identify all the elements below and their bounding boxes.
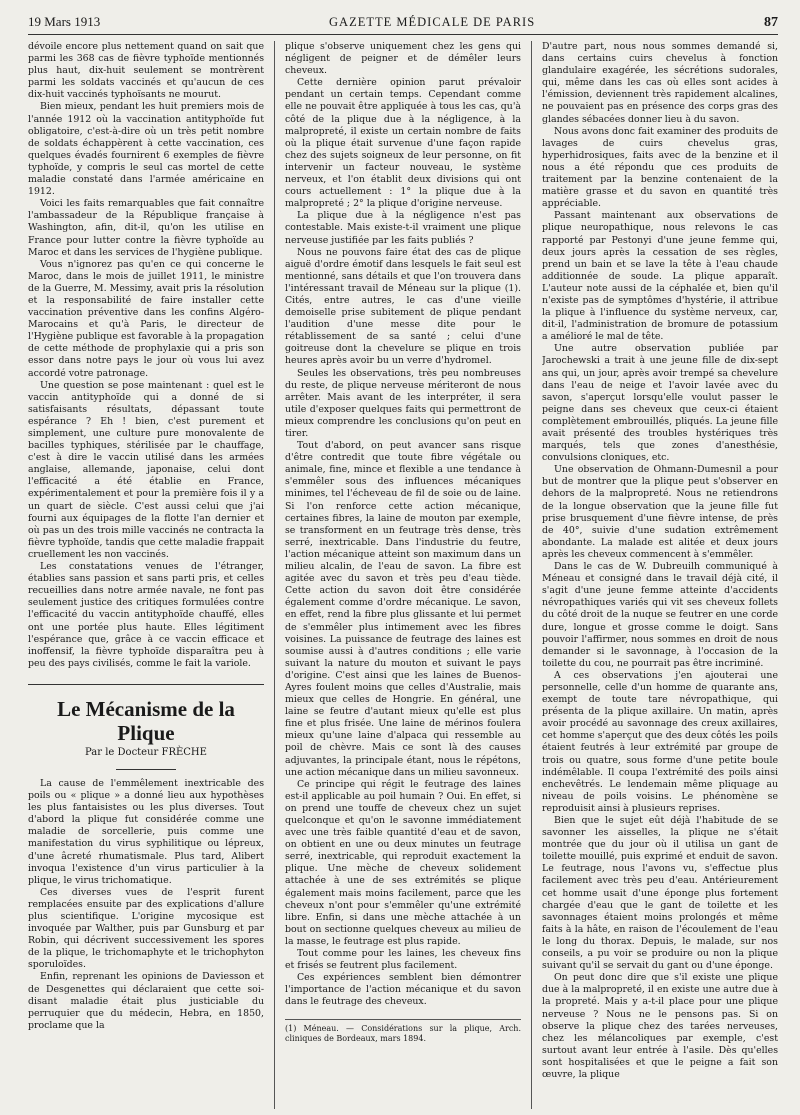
text-columns — [28, 41, 778, 1109]
paragraph: D'autre part, nous nous sommes demandé si, dans certains cuirs chevelus à fonction glandulaire exagérée, les sécrétions sudorales, qui, même dans les cas où elles sont acides à l'émission, deviennent très rapidement alcalines, ne pouvaient pas en présence des corps gras des glandes sébacées donner lieu à du savon. — [542, 41, 778, 125]
journal-title: GAZETTE MÉDICALE DE PARIS — [329, 15, 536, 29]
paragraph: dévoile encore plus nettement quand on sait que parmi les 368 cas de fièvre typhoïde mentionnés plus haut, dix-huit seulement se montrèrent parmi les soldats vaccinés et qu'aucun de ces dix-huit vaccinés typhoïsants ne mourut. — [28, 41, 264, 101]
paragraph: Ces expériences semblent bien démontrer l'importance de l'action mécanique et du savon dans le feutrage des cheveux. — [285, 972, 521, 1008]
paragraph: Ces diverses vues de l'esprit furent remplacées ensuite par des explications d'allure plus scientifique. L'origine mycosique est invoquée par Walther, puis par Gunsburg et par Robin, qui décrivent successivement les spores de la plique, le trichomaphyte et le trichophyton sporuloïdes. — [28, 886, 264, 971]
paragraph: Bien mieux, pendant les huit premiers mois de l'année 1912 où la vaccination antityphoïde fut obligatoire, c'est-à-dire où un très petit nombre de soldats échappèrent à cette vaccination, ces quelques évadés fournirent 6 exemples de fièvre typhoïde, y compris le seul cas mortel de cette maladie constaté dans l'armée américaine en 1912. — [28, 101, 264, 198]
paragraph: Enfin, reprenant les opinions de Daviesson et de Desgenettes qui déclaraient que cette soi-disant maladie était plus justiciable du perruquier que du médecin, Hebra, en 1850, proclame que la — [28, 971, 264, 1031]
article-author: Par le Docteur FRÈCHE — [85, 746, 207, 758]
paragraph: Tout d'abord, on peut avancer sans risque d'être contredit que toute fibre végétale ou animale, fine, mince et flexible a une tendance à s'emmêler sous des influences mécaniques minimes, tel l'écheveau de fil de soie ou de laine. Si l'on renforce cette action mécanique, certaines fibres, la laine de mouton par exemple, se transforment en un feutrage très dense, très serré, inextricable. Dans l'industrie du feutre, l'action mécanique atteint son maximum dans un milieu alcalin, de l'eau de savon. La fibre est agitée avec du savon et très peu d'eau tiède. Cette action du savon doit être considérée également comme d'ordre mécanique. Le savon, en effet, rend la fibre plus glissante et lui permet de s'emmêler plus intimement avec les fibres voisines. La puissance de feutrage des laines est soumise aussi à d'autres conditions ; elle varie suivant la nature du mouton et suivant le pays d'origine. C'est ainsi que les laines de Buenos-Ayres foulent moins que celles d'Australie, mais mieux que celles de Hongrie. En général, une laine se feutre d'autant mieux qu'elle est plus fine et plus frisée. Une laine de mérinos foulera mieux qu'une laine d'alpaca qui ressemble au poil de chèvre. Mais ce sont là des causes adjuvantes, la principale étant, nous le répétons, une action mécanique dans un milieu savonneux. — [285, 440, 521, 778]
column-2 — [285, 41, 521, 1109]
paragraph: Nous avons donc fait examiner des produits de lavages de cuirs chevelus gras, hyperhidrosiques, faits avec de la benzine et il nous a été répondu que ces produits de traitement par la benzine contenaient de la matière grasse et du savon en quantité très appréciable. — [542, 125, 778, 210]
column-1 — [28, 41, 264, 1109]
page-number: 87 — [763, 15, 778, 30]
header-date: 19 Mars 1913 — [28, 14, 101, 29]
paragraph: On peut donc dire que s'il existe une plique due à la malpropreté, il en existe une autre due à la propreté. Mais y a-t-il place pour une plique nerveuse ? Nous ne le pensons pas. Si on observe la plique chez des tarées nerveuses, chez les mélancoliques par exemple, c'est surtout avant leur entrée à l'asile. Dès qu'elles sont hospitalisées et que le peigne a fait son œuvre, la plique — [542, 972, 778, 1080]
paragraph: A ces observations j'en ajouterai une personnelle, celle d'un homme de quarante ans, exempt de toute tare névropathique, qui présenta de la plique axillaire. Un matin, après avoir procédé au savonnage des creux axillaires, cet homme s'aperçut que des deux côtés les poils étaient feutrés à leur extrémité par groupe de trois ou quatre, sous forme d'une petite boule indémêlable. Il coupa l'extrémité des poils ainsi enchevêtrés. Le lendemain même pliquage au niveau de poils voisins. Le phénomène se reproduisit ainsi à plusieurs reprises. — [542, 669, 778, 814]
column-divider — [274, 41, 275, 1109]
paragraph: plique s'observe uniquement chez les gens qui négligent de peigner et de démêler leurs cheveux. — [285, 41, 521, 77]
divider — [116, 769, 176, 770]
page-header — [28, 14, 778, 35]
paragraph: Cette dernière opinion parut prévaloir pendant un certain temps. Cependant comme elle ne pouvait être appliquée à tous les cas, qu'à côté de la plique due à la négligence, à la malpropreté, il existe un certain nombre de faits où la plique était survenue d'une façon rapide chez des sujets soigneux de leur personne, on fit intervenir un facteur nouveau, le système nerveux, et l'on établit deux divisions qui ont cours actuellement : 1° la plique due à la malpropreté ; 2° la plique d'origine nerveuse. — [285, 77, 521, 210]
paragraph: Dans le cas de W. Dubreuilh communiqué à Méneau et consigné dans le travail déjà cité, il s'agit d'une jeune femme atteinte d'accidents névropathiques variés qui vit ses cheveux follets du côté droit de la nuque se feutrer en une corde dure, longue et grosse comme le doigt. Sans pouvoir l'affirmer, nous sommes en droit de nous demander si le savonnage, à l'occasion de la toilette du cou, ne pourrait pas être incriminé. — [542, 561, 778, 669]
paragraph: Passant maintenant aux observations de plique neuropathique, nous relevons le cas rapporté par Pestonyi d'une jeune femme qui, deux jours après la cessation de ses règles, prend un bain et se lave la tête à l'eau chaude additionnée de soude. La plique apparaît. L'auteur note aussi de la céphalée et, bien qu'il n'existe pas de symptômes d'hystérie, il attribue la plique à l'influence du système nerveux, car, dit-il, l'administration de bromure de potassium a amélioré le mal de tête. — [542, 210, 778, 343]
footnote: (1) Méneau. — Considérations sur la plique, Arch. cliniques de Bordeaux, mars 1894. — [285, 1019, 521, 1044]
column-3 — [542, 41, 778, 1109]
paragraph: Bien que le sujet eût déjà l'habitude de se savonner les aisselles, la plique ne s'était montrée que du jour où il utilisa un gant de toilette mouillé, puis exprimé et enduit de savon. Le feutrage, nous l'avons vu, s'effectue plus facilement avec très peu d'eau. Antérieurement cet homme usait d'une éponge plus fortement chargée d'eau que le gant de toilette et les savonnages étaient moins prolongés et même faits à la hâte, en raison de l'écoulement de l'eau le long du thorax. Depuis, le malade, sur nos conseils, a pu voir se produire ou non la plique suivant qu'il se servait du gant ou d'une éponge. — [542, 815, 778, 972]
paragraph: Vous n'ignorez pas qu'en ce qui concerne le Maroc, dans le mois de juillet 1911, le ministre de la Guerre, M. Messimy, avait pris la résolution et la responsabilité de faire installer cette vaccination préventive dans les confins Algéro-Marocains et qu'à Paris, le directeur de l'Hygiène publique est favorable à la propagation de cette méthode de prophylaxie qui a pris son essor dans notre pays le jour où vous lui avez accordé votre patronage. — [28, 258, 264, 379]
paragraph: Ce principe qui régit le feutrage des laines est-il applicable au poil humain ? Oui. En effet, si on prend une touffe de cheveux chez un sujet quelconque et qu'on le savonne immédiatement avec une très faible quantité d'eau et de savon, on obtient en une ou deux minutes un feutrage serré, inextricable, qui reproduit exactement la plique. Une mèche de cheveux solidement attachée à une de ses extrémités se plique également mais moins facilement, parce que les cheveux n'ont pour s'emmêler qu'une extrémité libre. Enfin, si dans une mèche attachée à un bout on sectionne quelques cheveux au milieu de la masse, le feutrage est plus rapide. — [285, 778, 521, 947]
paragraph: Une observation de Ohmann-Dumesnil a pour but de montrer que la plique peut s'observer en dehors de la malpropreté. Nous ne retiendrons de la longue observation que la jeune fille fut prise brusquement d'une fièvre intense, de près de 40°, suivie d'une sudation extrêmement abondante. La malade est alitée et deux jours après les cheveux commencent à s'emmêler. — [542, 464, 778, 560]
paragraph: Les constatations venues de l'étranger, établies sans passion et sans parti pris, et celles recueillies dans notre armée navale, ne font pas seulement justice des critiques formulées contre l'efficacité du vaccin antityphoïde chauffé, elles ont une portée plus haute. Elles légitiment l'espérance que, grâce à ce vaccin efficace et inoffensif, la fièvre typhoïde disparaîtra peu à peu des pays civilisés, comme le fait la variole. — [28, 561, 264, 669]
paragraph: Une autre observation publiée par Jarochewski a trait à une jeune fille de dix-sept ans qui, un jour, après avoir trempé sa chevelure dans l'eau de neige et l'avoir lavée avec du savon, s'aperçut lorsqu'elle voulut passer le peigne dans ses cheveux que ceux-ci étaient complètement embrouillés, pliqués. La jeune fille avait présenté des troubles hystériques très marqués, tels que zones d'anesthésie, convulsions cloniques, etc. — [542, 343, 778, 464]
paragraph: Voici les faits remarquables que fait connaître l'ambassadeur de la République française à Washington, afin, dit-il, qu'on les utilise en France pour lutter contre la fièvre typhoïde au Maroc et dans les services de l'hygiène publique. — [28, 198, 264, 258]
paragraph: La cause de l'emmêlement inextricable des poils ou « plique » a donné lieu aux hypothèses les plus fantaisistes ou les plus diverses. Tout d'abord la plique fut considérée comme une maladie de sorcellerie, puis comme une manifestation du virus syphilitique ou lépreux, d'une âcreté rhumatismale. Plus tard, Alibert invoqua l'existence d'un virus particulier à la plique, le virus trichomatique. — [28, 777, 264, 886]
paragraph: Tout comme pour les laines, les cheveux fins et frisés se feutrent plus facilement. — [285, 948, 521, 972]
paragraph: Seules les observations, très peu nombreuses du reste, de plique nerveuse mériteront de nous arrêter. Mais avant de les interpréter, il sera utile d'exposer quelques faits qui permettront de mieux comprendre les conclusions qu'on peut en tirer. — [285, 367, 521, 439]
article-title: Le Mécanisme de la Plique — [28, 684, 264, 745]
paragraph: Nous ne pouvons faire état des cas de plique aiguë d'ordre émotif dans lesquels le fait seul est mentionné, sans détails et que l'on trouvera dans l'intéressant travail de Méneau sur la plique (1). Cités, entre autres, le cas d'une vieille demoiselle prise subitement de plique pendant l'audition d'une messe dite pour le rétablissement de sa santé ; celui d'une goitreuse dont la chevelure se plique en trois heures après avoir bu un verre d'hydromel. — [285, 246, 521, 367]
column-divider — [531, 41, 532, 1109]
paragraph: La plique due à la négligence n'est pas contestable. Mais existe-t-il vraiment une plique nerveuse justifiée par les faits publiés ? — [285, 210, 521, 246]
paragraph: Une question se pose maintenant : quel est le vaccin antityphoïde qui a donné de si satisfaisants résultats, dépassant toute espérance ? Eh ! bien, c'est purement et simplement, une culture pure monovalente de bacilles typhiques, stérilisée par le chauffage, c'est à dire le vaccin utilisé dans les armées anglaise, allemande, japonaise, celui dont l'efficacité a été établie en France, expérimentalement et pour la première fois il y a un quart de siècle. C'est aussi celui que j'ai fourni aux équipages de la flotte l'an dernier et où pas un des trois mille vaccinés ne contracta la fièvre typhoïde, tandis que cette maladie frappait cruellement les non vaccinés. — [28, 379, 264, 560]
